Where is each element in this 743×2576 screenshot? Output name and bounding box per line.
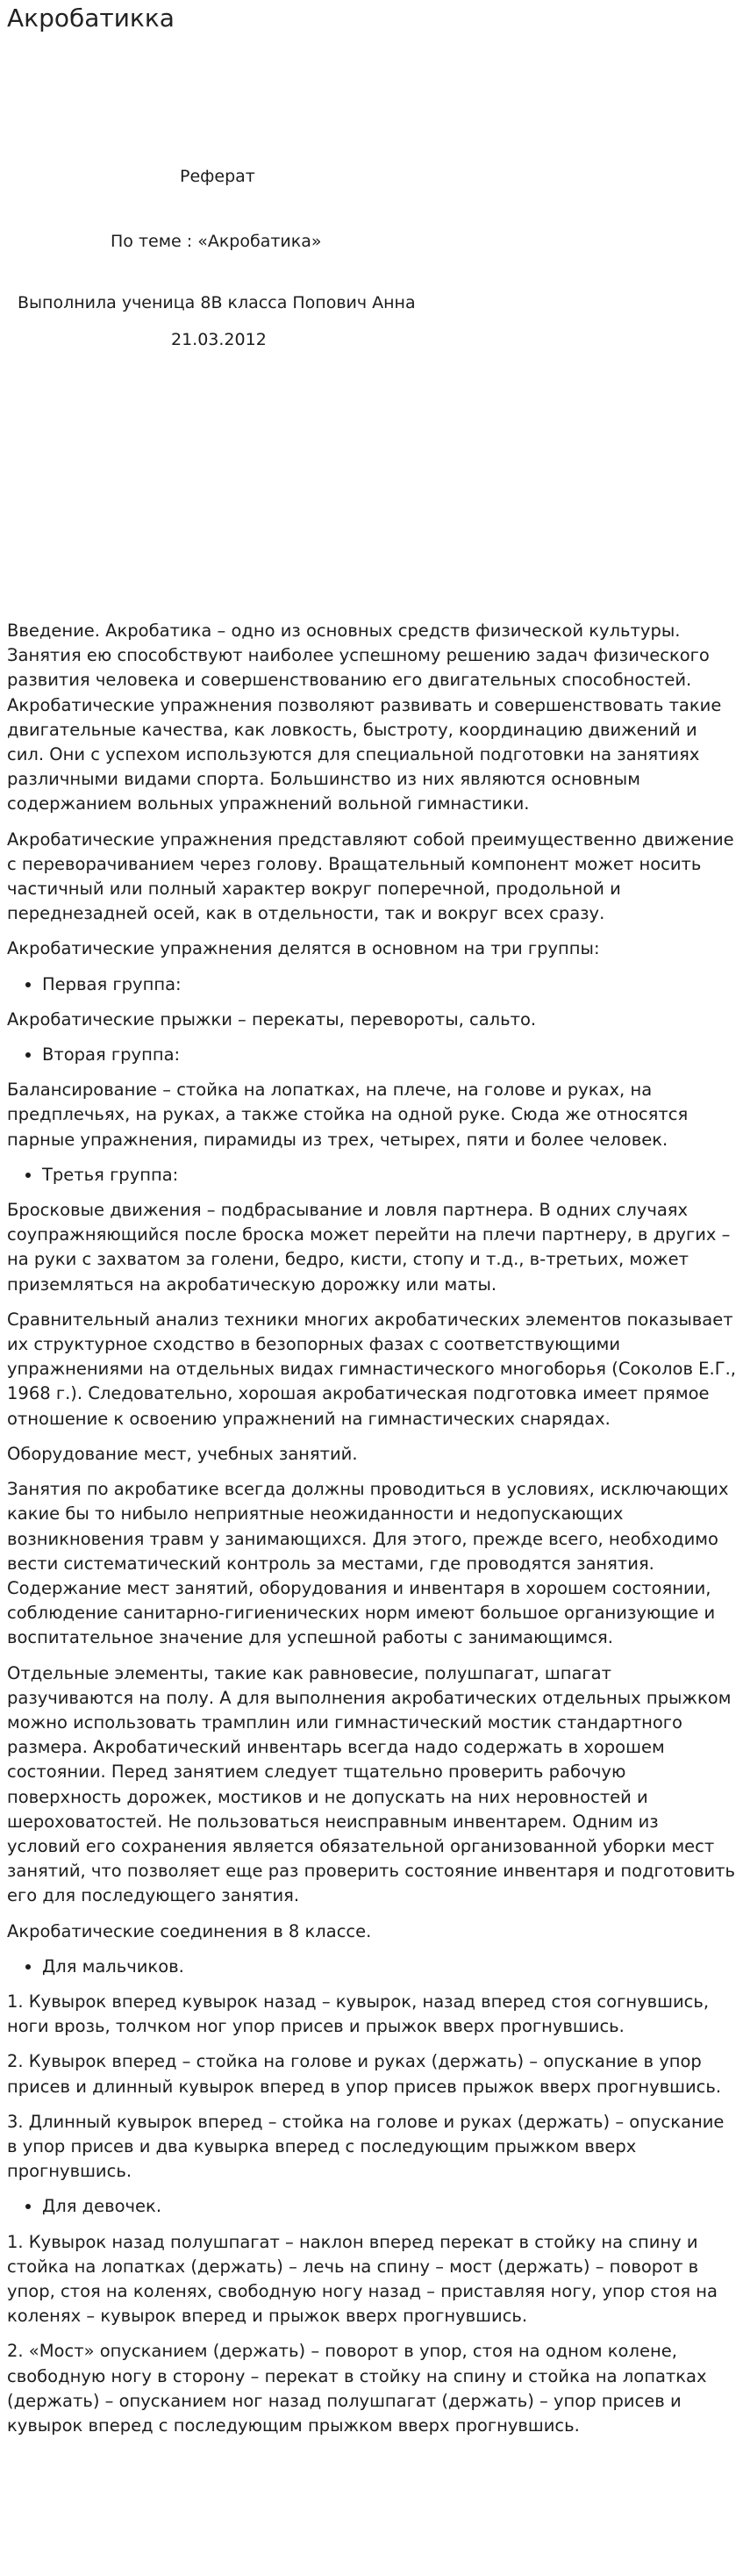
list-item-girls: • Для девочек. (42, 2194, 737, 2219)
girls-combination-2: 2. «Мост» опусканием (держать) – поворот в упор, стоя на одном колене, свободную ногу в сторону – перекат в стойку на спину и стойка на лопатках (держать) – опусканием ног назад полушпагат (держать) – упор присев и кувырок вперед с последующим прыжком вверх прогнувшись. (7, 2341, 707, 2436)
boys-combination-3: 3. Длинный кувырок вперед – стойка на голове и руках (держать) – опускание в упор присев и два кувырка вперед с последующим прыжком вверх прогнувшись. (7, 2111, 725, 2182)
group1-list (7, 972, 737, 997)
list-item-boys: • Для мальчиков. (42, 1955, 737, 1979)
intro-paragraph: Введение. Акробатика – одно из основных средств физической культуры. Занятия ею способствуют наиболее успешному решению задач физического развития человека и совершенствованию его двигательных способностей. Акробатические упражнения позволяют развивать и совершенствовать такие двигательные качества, как ловкость, быстроту, координацию движений и сил. Они с успехом используются для специальной подготовки на занятиях различными видами спорта. Большинство из них являются основным содержанием вольных упражнений вольной гимнастики. (7, 621, 722, 814)
page-title: Акробатикка (7, 4, 175, 32)
groups-intro-paragraph: Акробатические упражнения делятся в основном на три группы: (7, 938, 600, 959)
list-item-group1: • Первая группа: (42, 972, 737, 997)
analysis-paragraph: Сравнительный анализ техники многих акробатических элементов показывает их структурное сходство в безопорных фазах с соответствующими упражнениями на отдельных видах гимнастического многоборья (Соколов Е.Г., 1968 г.). Следовательно, хорошая акробатическая подготовка имеет прямое отношение к освоению упражнений на гимнастических снарядах. (7, 1309, 736, 1429)
girls-combination-1: 1. Кувырок назад полушпагат – наклон вперед перекат в стойку на спину и стойка на лопатках (держать) – лечь на спину – мост (держать) – поворот в упор, стоя на коленях, свободную ногу назад – приставляя ногу, упор стоя на коленях – кувырок вперед и прыжок вверх прогнувшись. (7, 2231, 718, 2327)
boys-combination-2: 2. Кувырок вперед – стойка на голове и руках (держать) – опускание в упор присев и длинный кувырок вперед в упор присев прыжок вверх прогнувшись. (7, 2051, 722, 2097)
topic-line: По теме : «Акробатика» (111, 232, 322, 251)
girls-list (7, 2194, 737, 2219)
list-item-group3: • Третья группа: (42, 1163, 737, 1188)
group2-list (7, 1043, 737, 1067)
group3-paragraph: Бросковые движения – подбрасывание и ловля партнера. В одних случаях соупражняющийся после броска может перейти на плечи партнеру, в других – на руки с захватом за голени, бедро, кисти, стопу и т.д., в-третьих, может приземляться на акробатическую дорожку или маты. (7, 1200, 731, 1295)
referat-label: Реферат (180, 167, 255, 186)
group2-paragraph: Балансирование – стойка на лопатках, на плече, на голове и руках, на предплечьях, на руках, а также стойка на одной руке. Сюда же относятся парные упражнения, пирамиды из трех, четырех, пяти и более человек. (7, 1080, 689, 1150)
rotation-paragraph: Акробатические упражнения представляют собой преимущественно движение с переворачиванием через голову. Вращательный компонент может носить частичный или полный характер вокруг поперечной, продольной и переднезадней осей, как в отдельности, так и вокруг всех сразу. (7, 829, 734, 924)
main-content (7, 619, 737, 2449)
group1-paragraph: Акробатические прыжки – перекаты, перевороты, сальто. (7, 1008, 537, 1030)
combinations-heading: Акробатические соединения в 8 классе. (7, 1920, 372, 1941)
author-line: Выполнила ученица 8В класса Попович Анна (18, 293, 416, 312)
boys-list (7, 1955, 737, 1979)
equipment-paragraph-2: Отдельные элементы, такие как равновесие, полушпагат, шпагат разучиваются на полу. А для выполнения акробатических отдельных прыжком можно использовать трамплин или гимнастический мостик стандартного размера. Акробатический инвентарь всегда надо содержать в хорошем состоянии. Перед занятием следует тщательно проверить рабочую поверхность дорожек, мостиков и не допускать на них неровностей и шероховатостей. Не пользоваться неисправным инвентарем. Одним из условий его сохранения является обязательной организованной уборки мест занятий, что позволяет еще раз проверить состояние инвентаря и подготовить его для последующего занятия. (7, 1662, 736, 1906)
equipment-paragraph-1: Занятия по акробатике всегда должны проводиться в условиях, исключающих какие бы то нибыло неприятные неожиданности и недопускающих возникновения травм у занимающихся. Для этого, прежде всего, необходимо вести систематический контроль за местами, где проводятся занятия. Содержание мест занятий, оборудования и инвентаря в хорошем состоянии, соблюдение санитарно-гигиенических норм имеют большое организующие и воспитательное значение для успешной работы с занимающимся. (7, 1479, 729, 1648)
equipment-heading: Оборудование мест, учебных занятий. (7, 1443, 358, 1464)
date-line: 21.03.2012 (171, 330, 267, 349)
group3-list (7, 1163, 737, 1188)
list-item-group2: • Вторая группа: (42, 1043, 737, 1067)
boys-combination-1: 1. Кувырок вперед кувырок назад – кувырок, назад вперед стоя согнувшись, ноги врозь, толчком ног упор присев и прыжок вверх прогнувшись. (7, 1991, 710, 2037)
